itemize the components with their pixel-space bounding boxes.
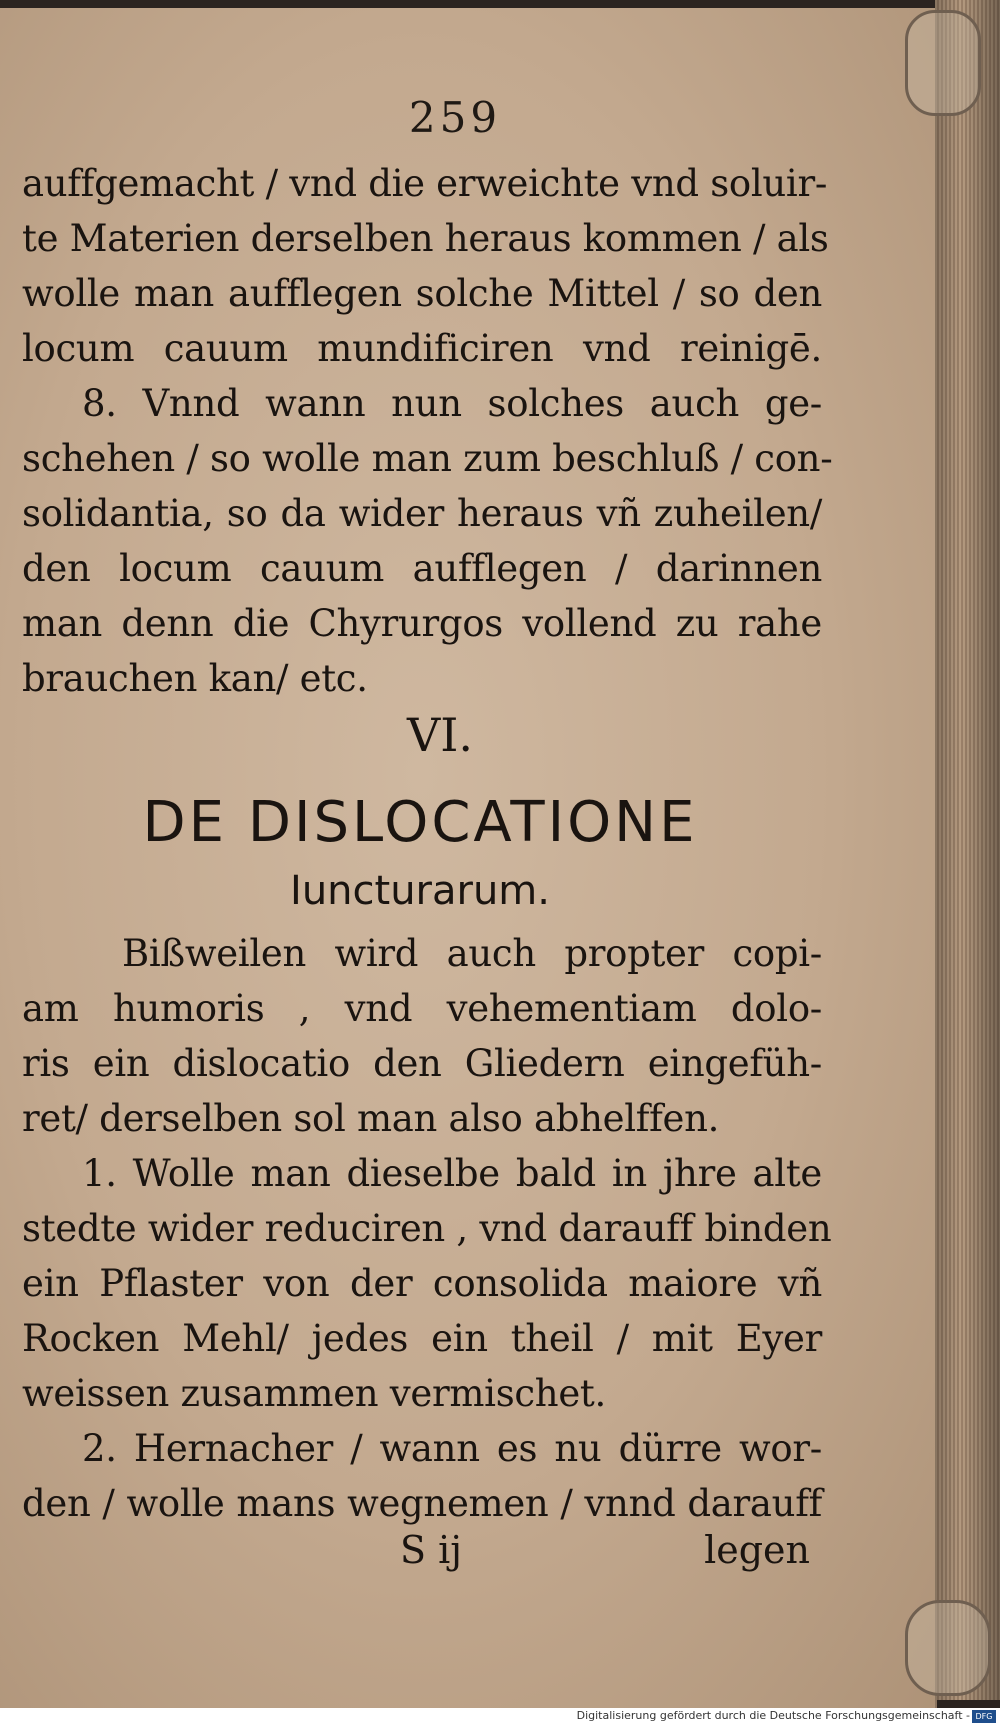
book-clip-top [905, 10, 981, 116]
text-line: Bißweilen wird auch propter copi- [122, 932, 822, 975]
text-line: locum cauum mundificiren vnd reinigē. [22, 327, 822, 370]
text-line: ein Pflaster von der consolida maiore vñ [22, 1262, 822, 1305]
text-line: brauchen kan/ etc. [22, 657, 368, 700]
dfg-logo: DFG [972, 1710, 996, 1723]
text-line: am humoris , vnd vehementiam dolo- [22, 987, 822, 1030]
text-line: auffgemacht / vnd die erweichte vnd soluir- [22, 162, 828, 205]
book-page [0, 8, 937, 1708]
section-title: DE DISLOCATIONE [142, 790, 698, 855]
section-number: VI. [406, 708, 473, 762]
text-line: stedte wider reduciren , vnd darauff binden [22, 1207, 832, 1250]
text-line: schehen / so wolle man zum beschluß / con- [22, 437, 833, 480]
text-line: 2. Hernacher / wann es nu dürre wor- [82, 1427, 822, 1470]
page-footer-line [400, 1528, 810, 1583]
text-line: den / wolle mans wegnemen / vnnd darauff [22, 1482, 822, 1525]
section-subtitle: Iuncturarum. [290, 868, 550, 914]
text-line: 1. Wolle man dieselbe bald in jhre alte [82, 1152, 822, 1195]
text-line: weissen zusammen vermischet. [22, 1372, 606, 1415]
text-line: 8. Vnnd wann nun solches auch ge- [82, 382, 822, 425]
catchword: legen [704, 1528, 810, 1572]
book-clip-bottom [905, 1600, 991, 1696]
paragraph-two [22, 926, 832, 1531]
text-line: den locum cauum aufflegen / darinnen [22, 547, 822, 590]
page-number: 259 [408, 93, 502, 142]
text-line: ris ein dislocatio den Gliedern eingefüh- [22, 1042, 822, 1085]
page-edges [935, 0, 1000, 1700]
text-line: Rocken Mehl/ jedes ein theil / mit Eyer [22, 1317, 822, 1360]
text-line: wolle man aufflegen solche Mittel / so den [22, 272, 822, 315]
paragraph-one [22, 156, 833, 706]
digitization-credit: Digitalisierung gefördert durch die Deutsche Forschungsgemeinschaft - [576, 1709, 970, 1722]
text-line: solidantia, so da wider heraus vñ zuheilen/ [22, 492, 822, 535]
text-line: te Materien derselben heraus kommen / als [22, 217, 829, 260]
text-line: man denn die Chyrurgos vollend zu rahe [22, 602, 822, 645]
text-line: ret/ derselben sol man also abhelffen. [22, 1097, 720, 1140]
signature-mark: S ij [400, 1528, 463, 1572]
